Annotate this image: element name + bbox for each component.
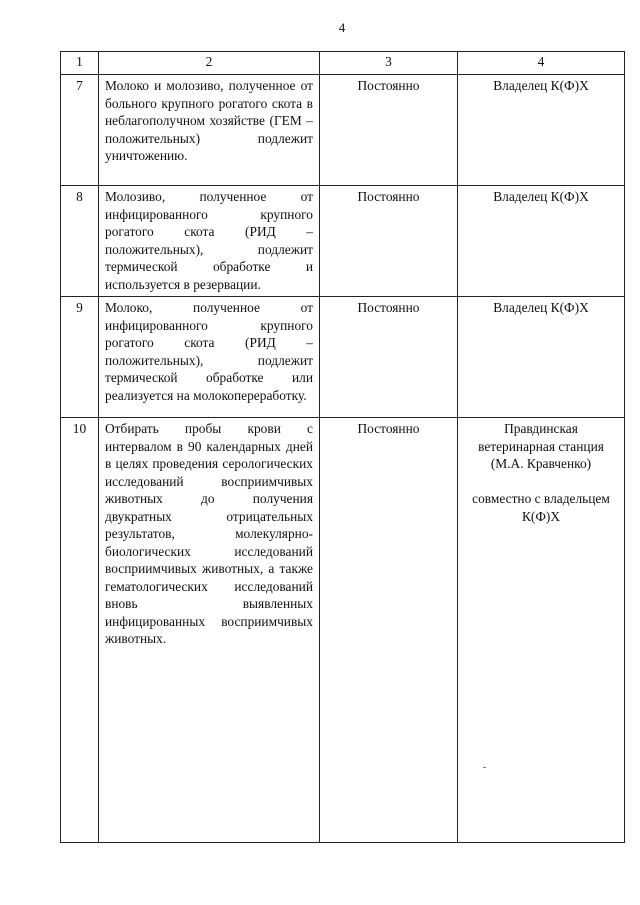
- row-number: 9: [61, 297, 99, 418]
- measure-description: Отбирать пробы крови с интервалом в 90 календарных дней в целях проведения серологических исследований восприимчивых животных до получения двукратных отрицательных результатов, молекулярно-биологических исследований восприимчивых животных, а также гематологических исследований вновь выявленных инфицированных восприимчивых животных.: [99, 418, 320, 843]
- measure-responsible: Владелец К(Ф)Х: [458, 186, 625, 297]
- measure-responsible: Правдинская ветеринарная станция (М.А. Кравченко): [478, 421, 604, 471]
- measure-description: Молоко, полученное от инфицированного крупного рогатого скота (РИД – положительных), подлежит термической обработке или реализуется на молокопереработку.: [99, 297, 320, 418]
- column-header-1: 1: [61, 52, 99, 75]
- measure-responsible: Владелец К(Ф)Х: [458, 297, 625, 418]
- measure-description: Молозиво, полученное от инфицированного крупного рогатого скота (РИД – положительных), подлежит термической обработке и используется в резервации.: [99, 186, 320, 297]
- measure-responsible-cell: [458, 418, 625, 843]
- column-header-4: 4: [458, 52, 625, 75]
- measure-term: Постоянно: [320, 297, 458, 418]
- measure-description: Молоко и молозиво, полученное от больного крупного рогатого скота в неблагополучном хозяйстве (ГЕМ – положительных) подлежит уничтожению.: [99, 75, 320, 186]
- row-number: 8: [61, 186, 99, 297]
- page-number: 4: [338, 20, 346, 35]
- measure-responsible: Владелец К(Ф)Х: [458, 75, 625, 186]
- table-row: [61, 297, 625, 418]
- table-row: [61, 418, 625, 843]
- column-header-2: 2: [99, 52, 320, 75]
- table-header-row: [61, 52, 625, 75]
- scan-artifact: [483, 767, 486, 768]
- measure-term: Постоянно: [320, 186, 458, 297]
- spacer: [464, 473, 618, 491]
- row-number: 10: [61, 418, 99, 843]
- row-number: 7: [61, 75, 99, 186]
- table-row: [61, 75, 625, 186]
- measure-responsible-extra: совместно с владельцем К(Ф)Х: [472, 491, 610, 524]
- measure-term: Постоянно: [320, 75, 458, 186]
- measures-table: [60, 51, 625, 843]
- measure-term: Постоянно: [320, 418, 458, 843]
- column-header-3: 3: [320, 52, 458, 75]
- table-row: [61, 186, 625, 297]
